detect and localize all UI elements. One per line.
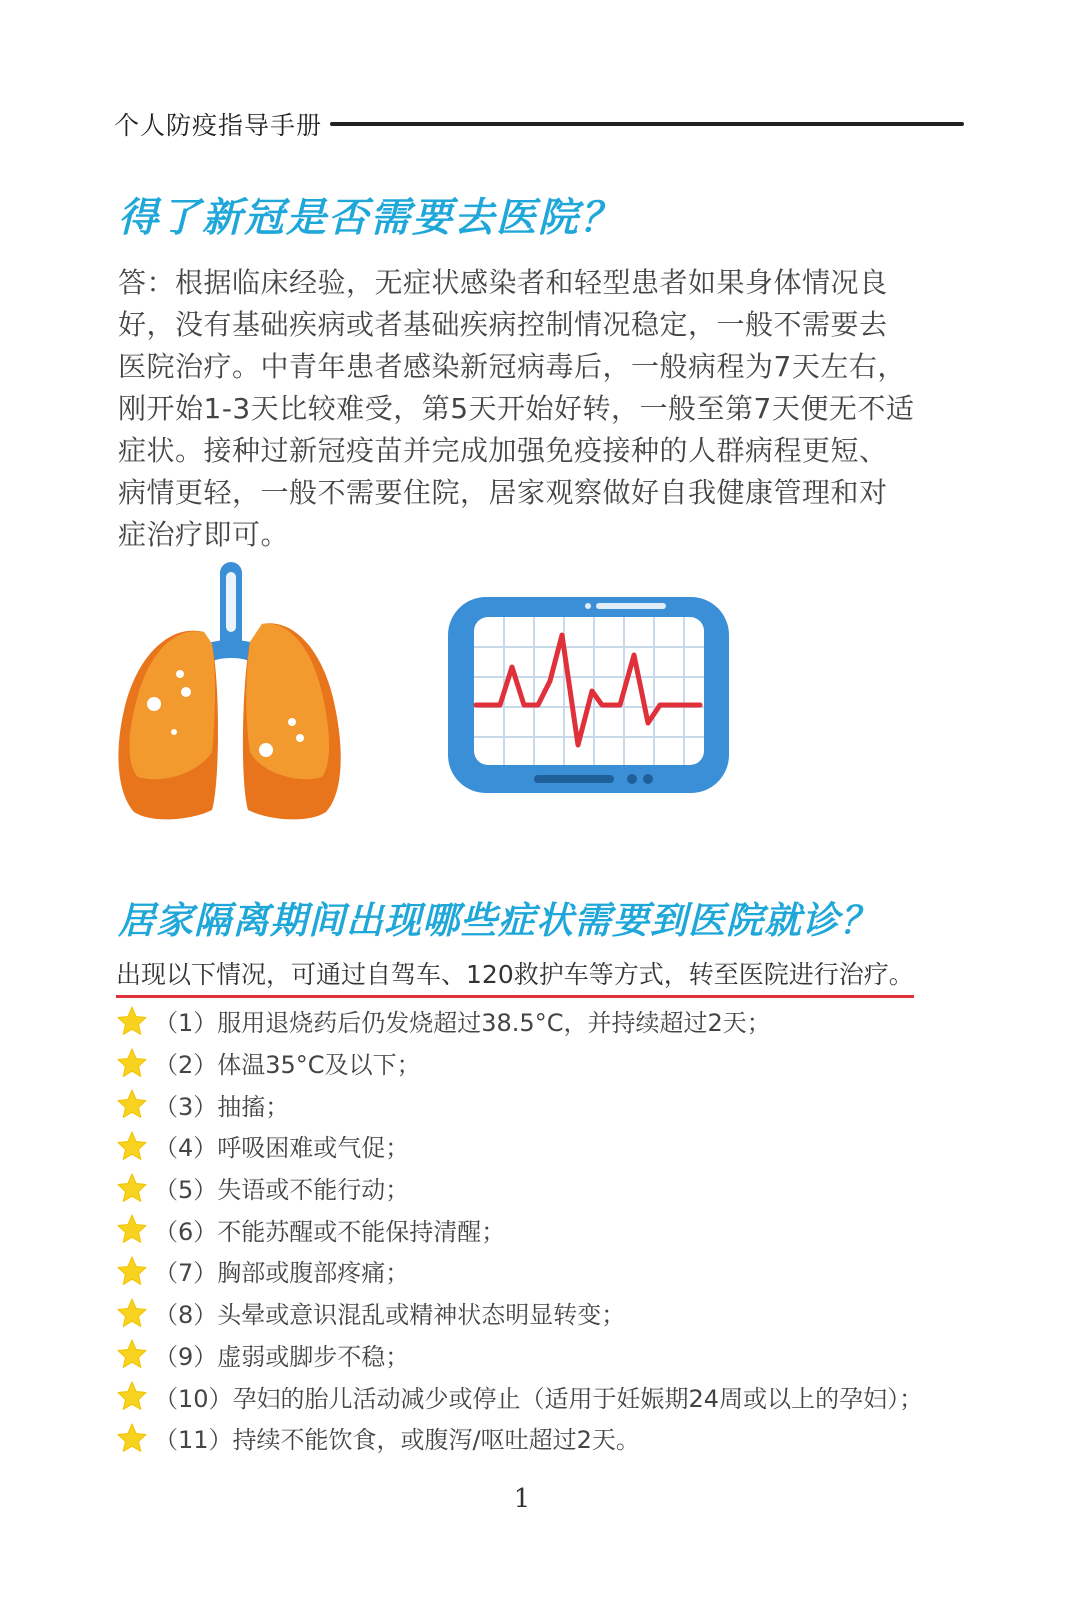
symptom-text: （10）孕妇的胎儿活动减少或停止（适用于妊娠期24周或以上的孕妇）； [154,1384,924,1413]
symptom-item [116,1417,976,1459]
symptom-text: （4）呼吸困难或气促； [154,1134,410,1163]
answer-line: 刚开始1-3天比较难受，第5天开始好转，一般至第7天便无不适 [118,392,915,425]
symptom-item [116,1083,976,1125]
heart-monitor-icon [446,595,731,795]
answer-line: 医院治疗。中青年患者感染新冠病毒后，一般病程为7天左右， [118,350,906,383]
answer-line: 答：根据临床经验，无症状感染者和轻型患者如果身体情况良 [118,266,888,299]
star-icon [116,1005,148,1037]
star-icon [116,1338,148,1370]
symptom-text: （3）抽搐； [154,1092,290,1121]
star-icon [116,1047,148,1079]
star-icon [116,1380,148,1412]
symptom-item [116,1000,976,1042]
symptom-list [116,1000,976,1459]
symptom-item [116,1250,976,1292]
symptom-item [116,1125,976,1167]
symptom-item [116,1292,976,1334]
handbook-title: 个人防疫指导手册 [114,111,323,140]
star-icon [116,1255,148,1287]
star-icon [116,1172,148,1204]
page-number: 1 [513,1484,531,1514]
star-icon [116,1213,148,1245]
section2-title: 居家隔离期间出现哪些症状需要到医院就诊？ [118,899,878,942]
symptom-text: （7）胸部或腹部疼痛； [154,1259,410,1288]
symptom-item [116,1375,976,1417]
lungs-icon [112,562,352,822]
symptom-text: （6）不能苏醒或不能保持清醒； [154,1217,506,1246]
answer-line: 症状。接种过新冠疫苗并完成加强免疫接种的人群病程更短、 [118,434,888,467]
page-header [114,104,964,144]
star-icon [116,1422,148,1454]
section1-title: 得了新冠是否需要去医院？ [118,195,622,241]
symptom-text: （2）体温35°C及以下； [154,1051,421,1080]
answer-line: 病情更轻，一般不需要住院，居家观察做好自我健康管理和对 [118,476,888,509]
symptom-item [116,1208,976,1250]
star-icon [116,1297,148,1329]
header-divider [330,122,964,126]
symptom-item [116,1334,976,1376]
star-icon [116,1088,148,1120]
symptom-text: （9）虚弱或脚步不稳； [154,1342,410,1371]
symptom-text: （11）持续不能饮食，或腹泻/呕吐超过2天。 [154,1426,640,1455]
symptom-item [116,1042,976,1084]
symptom-text: （8）头晕或意识混乱或精神状态明显转变； [154,1301,626,1330]
symptom-item [116,1167,976,1209]
symptom-text: （1）服用退烧药后仍发烧超过38.5°C，并持续超过2天； [154,1009,771,1038]
symptom-text: （5）失语或不能行动； [154,1176,410,1205]
answer-line: 症治疗即可。 [118,518,290,551]
section1-answer [118,262,958,556]
star-icon [116,1130,148,1162]
section2-intro: 出现以下情况，可通过自驾车、120救护车等方式，转至医院进行治疗。 [116,955,914,998]
answer-line: 好，没有基础疾病或者基础疾病控制情况稳定，一般不需要去 [118,308,888,341]
